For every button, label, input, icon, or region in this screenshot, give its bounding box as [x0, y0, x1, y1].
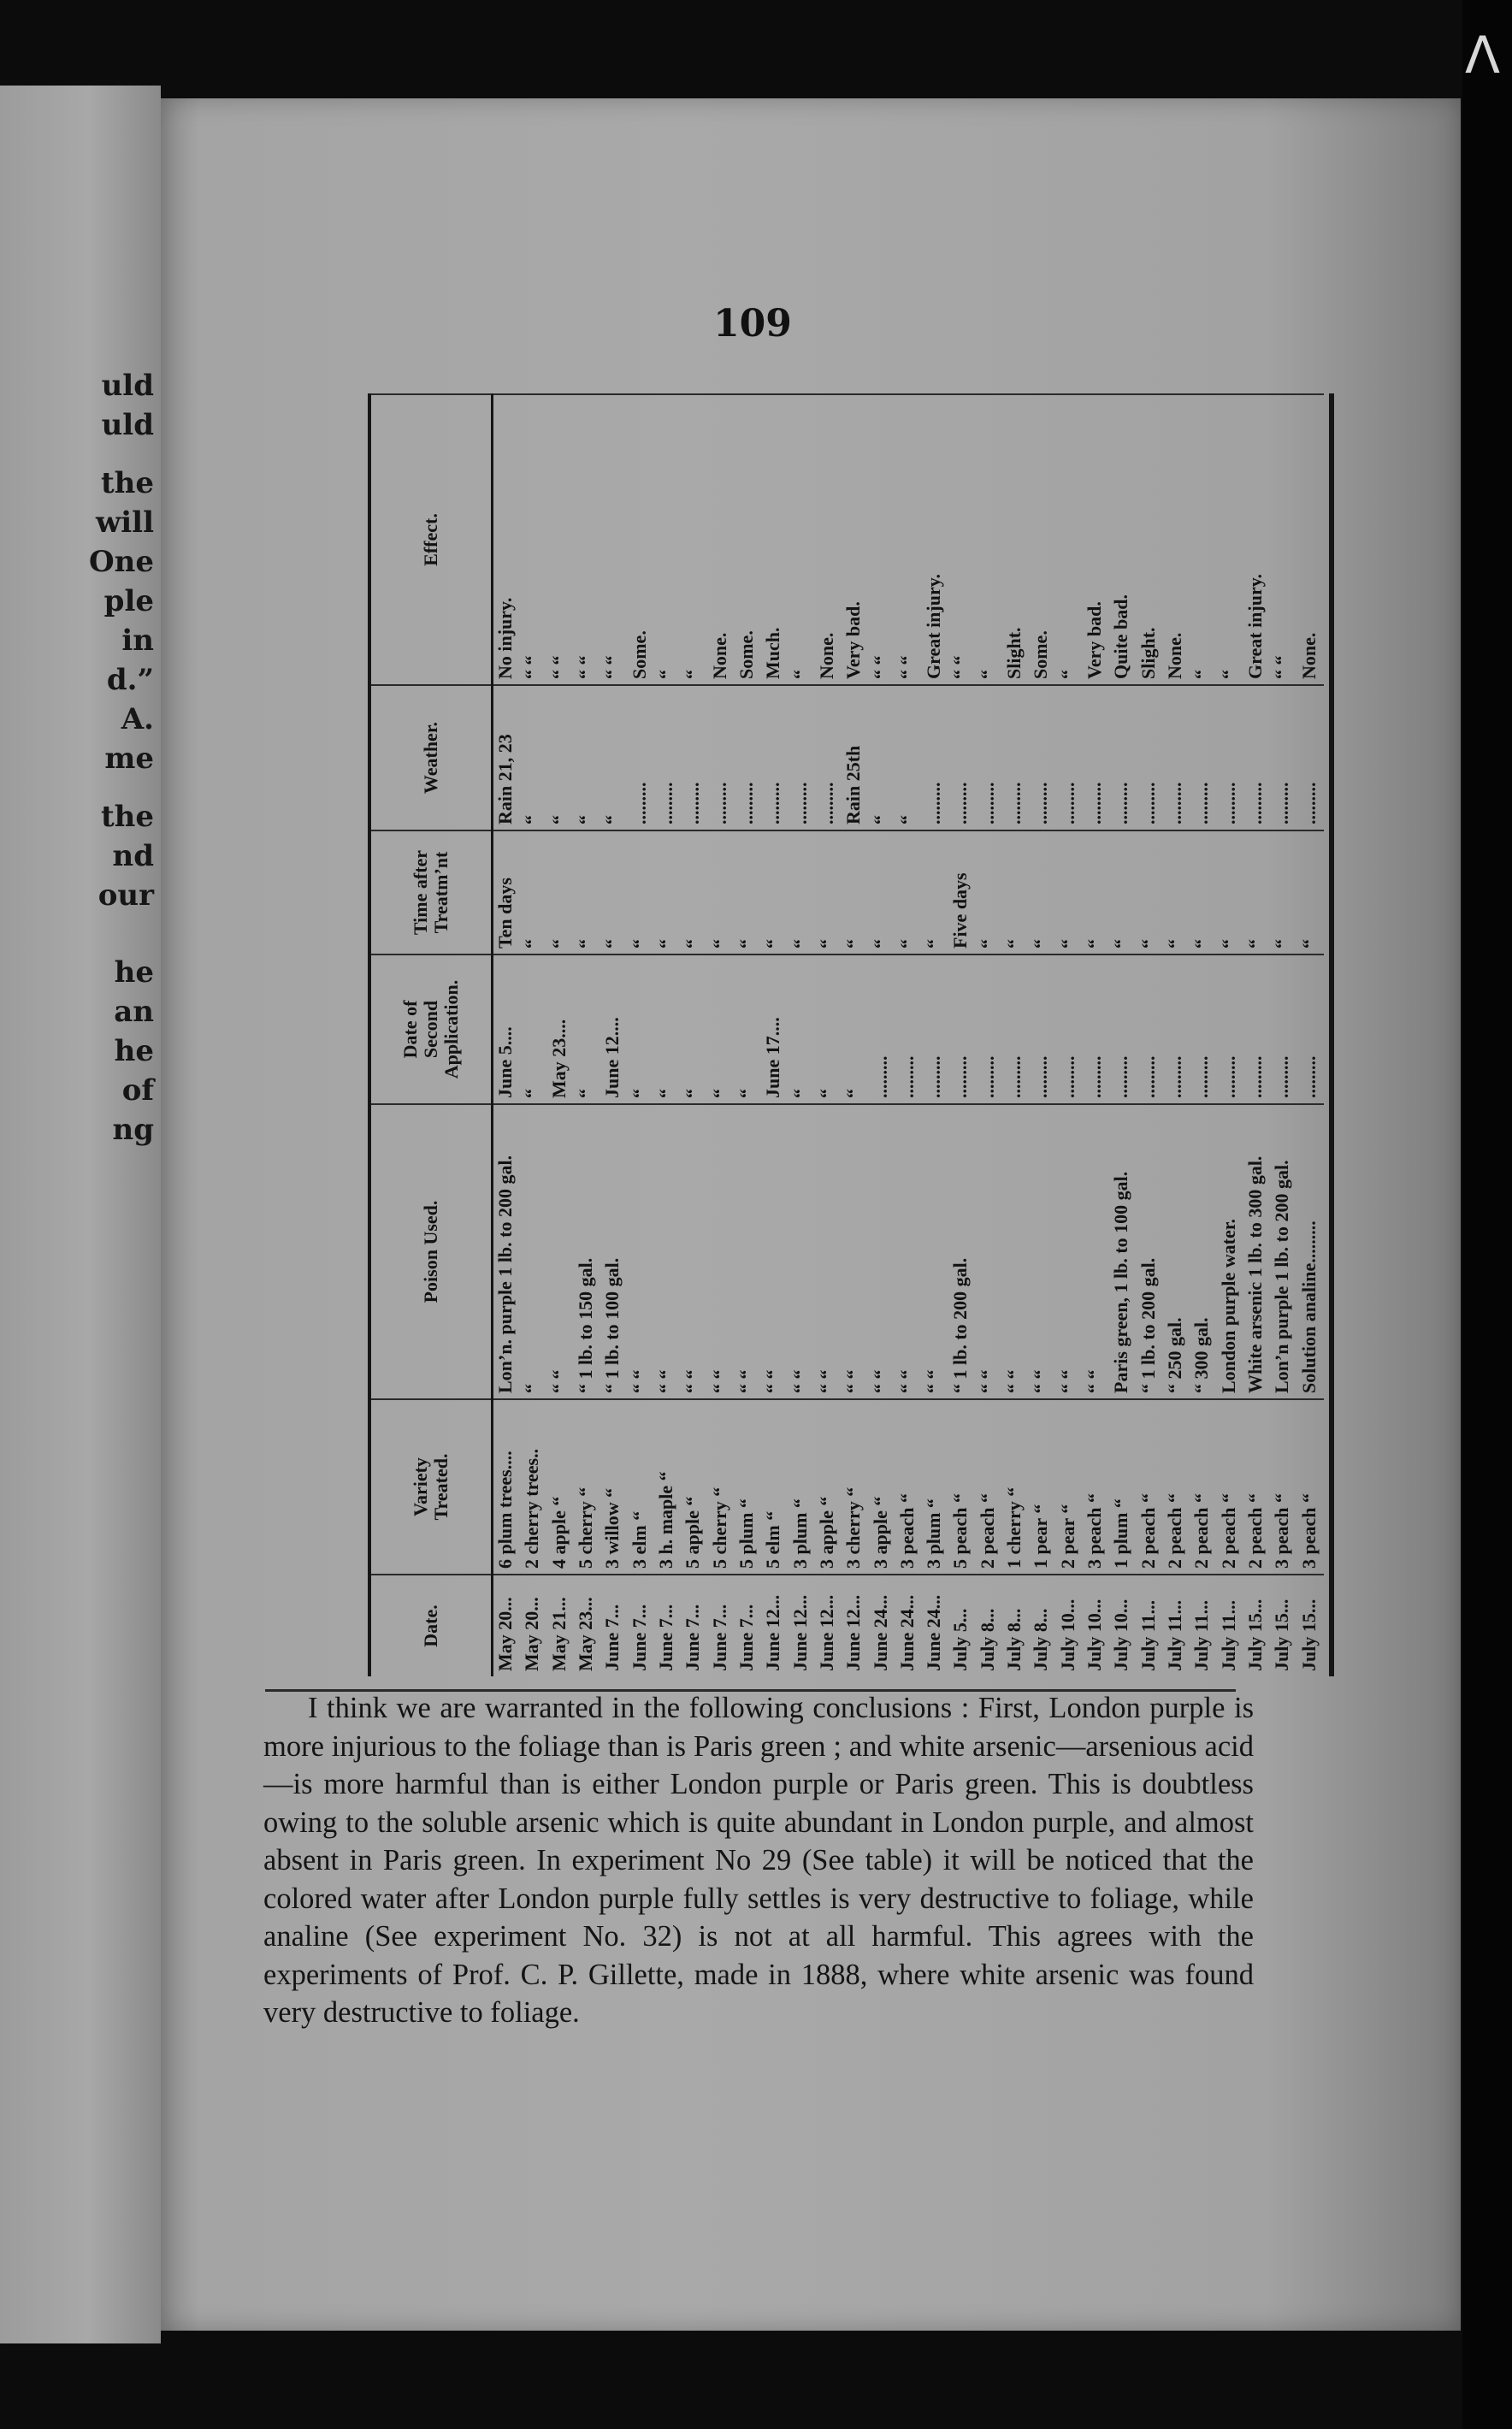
table-cell: “ “: [654, 1369, 676, 1393]
table-cell: “ “: [708, 1369, 730, 1393]
table-cell: “: [654, 939, 676, 949]
table-cell: June 7...: [708, 1604, 730, 1671]
table-cell: 3 peach “: [1297, 1493, 1320, 1569]
table-cell: .........: [923, 782, 945, 824]
table-cell: “: [895, 815, 918, 824]
table-cell: “ “: [976, 1369, 998, 1393]
table-cell: “: [628, 939, 650, 949]
table-cell: .........: [1190, 1055, 1213, 1098]
table-cell: July 8...: [1030, 1608, 1052, 1671]
table-cell: “: [682, 939, 704, 949]
table-cell: July 10...: [1110, 1599, 1132, 1671]
table-cell: .........: [628, 782, 650, 824]
table-cell: “: [1056, 670, 1078, 679]
table-cell: July 5...: [949, 1608, 972, 1671]
table-cell: “ “: [682, 1369, 704, 1393]
table-cell: .........: [1217, 1055, 1239, 1098]
table-cell: Great injury.: [923, 573, 945, 679]
table-cell: “ “: [521, 655, 543, 679]
table-cell: “: [601, 939, 623, 949]
table-cell: Paris green, 1 lb. to 100 gal.: [1110, 1171, 1132, 1393]
table-row: [1002, 393, 1026, 1676]
table-header-cell: Date.: [371, 1574, 491, 1676]
table-cell: .........: [654, 782, 676, 824]
table-cell: .........: [788, 782, 811, 824]
table-cell: Very bad.: [842, 601, 865, 679]
table-cell: “: [1217, 939, 1239, 949]
table-row: [708, 393, 732, 1676]
table-row: [761, 393, 785, 1676]
table-cell: 3 peach “: [895, 1493, 918, 1569]
table-cell: Slight.: [1003, 627, 1025, 679]
table-cell: .........: [1137, 1055, 1159, 1098]
table-header-cell: Weather.: [371, 684, 491, 830]
table-cell: “: [869, 939, 891, 949]
table-cell: .........: [976, 1055, 998, 1098]
table-cell: “: [521, 815, 543, 824]
table-row: [895, 393, 919, 1676]
table-cell: .........: [1110, 1055, 1132, 1098]
table-cell: “ “: [1003, 1369, 1025, 1393]
table-cell: 4 apple “: [547, 1496, 570, 1569]
table-cell: 2 peach “: [976, 1493, 998, 1569]
table-row: [520, 393, 544, 1676]
table-cell: “ “: [762, 1369, 784, 1393]
left-page-text-fragments: [89, 366, 154, 1149]
table-cell: “: [1271, 939, 1293, 949]
table-cell: “: [1137, 939, 1159, 949]
table-cell: June 7...: [682, 1604, 704, 1671]
table-cell: 2 peach “: [1190, 1493, 1213, 1569]
table-cell: 3 willow “: [601, 1487, 623, 1569]
left-fragment: [89, 778, 154, 797]
table-cell: 2 peach “: [1137, 1493, 1159, 1569]
table-cell: 3 elm “: [628, 1510, 650, 1569]
left-fragment: an: [114, 995, 154, 1029]
rotated-table: [368, 393, 1334, 1676]
table-cell: 2 peach “: [1217, 1493, 1239, 1569]
left-fragment: will: [95, 505, 154, 540]
table-row: [948, 393, 972, 1676]
table-cell: None.: [708, 632, 730, 679]
table-row: [842, 393, 865, 1676]
table-cell: June 12...: [842, 1594, 865, 1671]
table-cell: “: [788, 1089, 811, 1098]
table-cell: .........: [1110, 782, 1132, 824]
table-row: [547, 393, 571, 1676]
table-cell: “: [735, 1089, 757, 1098]
table-cell: “: [1084, 939, 1106, 949]
table-cell: “: [1110, 939, 1132, 949]
table-header-cell: Date of Second Application.: [371, 954, 491, 1103]
table-cell: No injury.: [494, 597, 516, 679]
table-cell: Great injury.: [1244, 573, 1267, 679]
table-cell: .........: [762, 782, 784, 824]
table-cell: 5 apple “: [682, 1496, 704, 1569]
table-cell: June 12...: [815, 1594, 837, 1671]
table-cell: 3 h. maple “: [654, 1471, 676, 1569]
table-cell: “ “: [788, 1369, 811, 1393]
table-cell: June 12....: [601, 1017, 623, 1098]
table-cell: .........: [1244, 782, 1267, 824]
table-cell: 1 plum “: [1110, 1498, 1132, 1569]
table-cell: .........: [1271, 1055, 1293, 1098]
table-cell: “: [1056, 939, 1078, 949]
table-cell: “ “: [628, 1369, 650, 1393]
table-cell: “: [654, 1089, 676, 1098]
table-cell: “: [976, 670, 998, 679]
table-cell: June 24...: [923, 1594, 945, 1671]
left-fragment: in: [121, 624, 154, 658]
table-cell: “: [521, 939, 543, 949]
table-cell: .........: [1297, 782, 1320, 824]
table-cell: .........: [1056, 1055, 1078, 1098]
table-row: [1217, 393, 1241, 1676]
table-cell: “ “: [815, 1369, 837, 1393]
table-cell: “: [601, 815, 623, 824]
table-cell: “ “: [869, 1369, 891, 1393]
table-row: [1083, 393, 1107, 1676]
table-cell: June 5....: [494, 1026, 516, 1098]
table-header-cell: Effect.: [371, 393, 491, 684]
table-row: [600, 393, 624, 1676]
table-cell: Some.: [628, 630, 650, 679]
table-cell: July 11...: [1190, 1599, 1213, 1671]
table-cell: Quite bad.: [1110, 594, 1132, 679]
table-cell: .........: [1297, 1055, 1320, 1098]
table-cell: June 7...: [735, 1604, 757, 1671]
table-cell: “: [574, 815, 596, 824]
table-cell: .........: [1084, 1055, 1106, 1098]
table-cell: .........: [1003, 1055, 1025, 1098]
table-cell: .........: [949, 1055, 972, 1098]
table-cell: .........: [1084, 782, 1106, 824]
table-cell: “: [869, 815, 891, 824]
table-cell: None.: [815, 632, 837, 679]
table-cell: July 11...: [1164, 1599, 1186, 1671]
page-number: 109: [713, 302, 792, 346]
table-cell: Much.: [762, 627, 784, 679]
table-cell: .........: [815, 782, 837, 824]
table-cell: 3 apple “: [815, 1496, 837, 1569]
table-cell: “: [842, 1089, 865, 1098]
table-cell: 5 plum “: [735, 1498, 757, 1569]
table-cell: .........: [682, 782, 704, 824]
table-cell: .........: [1190, 782, 1213, 824]
table-cell: 3 peach “: [1271, 1493, 1293, 1569]
table-cell: “ “: [895, 1369, 918, 1393]
table-cell: 6 plum trees....: [494, 1451, 516, 1569]
table-cell: “: [1217, 670, 1239, 679]
table-cell: “ “: [842, 1369, 865, 1393]
table-cell: 2 cherry trees..: [521, 1448, 543, 1569]
table-cell: Some.: [735, 630, 757, 679]
table-cell: “: [762, 939, 784, 949]
table-cell: “ “: [869, 655, 891, 679]
table-row: [869, 393, 893, 1676]
left-fragment: uld: [101, 369, 154, 403]
table-cell: London purple water.: [1217, 1219, 1239, 1393]
table-row: [1243, 393, 1267, 1676]
table-cell: “ “: [1056, 1369, 1078, 1393]
table-row: [788, 393, 812, 1676]
table-cell: “: [788, 670, 811, 679]
left-fragment: the: [100, 800, 154, 834]
table-cell: May 20...: [521, 1597, 543, 1671]
table-cell: “ 250 gal.: [1164, 1317, 1186, 1393]
table-cell: “: [895, 939, 918, 949]
table-cell: .........: [708, 782, 730, 824]
table-cell: “ “: [601, 655, 623, 679]
left-fragment: he: [114, 955, 154, 990]
table-cell: .........: [1271, 782, 1293, 824]
table-cell: 3 cherry “: [842, 1486, 865, 1569]
table-cell: “: [1164, 939, 1186, 949]
left-page-edge: [0, 86, 161, 2343]
table-cell: 5 elm “: [762, 1510, 784, 1569]
table-cell: Five days: [949, 872, 972, 949]
left-fragment: me: [104, 742, 154, 776]
table-cell: .........: [1003, 782, 1025, 824]
table-cell: “: [815, 939, 837, 949]
table-row: [1109, 393, 1133, 1676]
table-cell: Slight.: [1137, 627, 1159, 679]
table-cell: .........: [923, 1055, 945, 1098]
table-cell: “: [815, 1089, 837, 1098]
left-fragment: nd: [112, 839, 154, 873]
left-fragment: [89, 445, 154, 464]
table-cell: 3 apple “: [869, 1496, 891, 1569]
table-cell: July 15...: [1271, 1599, 1293, 1671]
left-fragment: he: [114, 1034, 154, 1068]
table-cell: 2 peach “: [1164, 1493, 1186, 1569]
left-fragment: uld: [101, 408, 154, 442]
table-row: [922, 393, 946, 1676]
table-cell: .........: [949, 782, 972, 824]
table-cell: “ 1 lb. to 200 gal.: [1137, 1257, 1159, 1393]
experiment-table: [368, 393, 1326, 1676]
table-cell: “: [923, 939, 945, 949]
table-cell: Rain 25th: [842, 745, 865, 824]
table-cell: .........: [735, 782, 757, 824]
table-cell: .........: [895, 1055, 918, 1098]
left-fragment: of: [121, 1073, 154, 1108]
table-cell: “ “: [949, 655, 972, 679]
table-cell: 5 peach “: [949, 1493, 972, 1569]
table-row: [681, 393, 705, 1676]
table-cell: “ 1 lb. to 200 gal.: [949, 1257, 972, 1393]
table-cell: July 11...: [1137, 1599, 1159, 1671]
table-cell: Ten days: [494, 878, 516, 949]
table-cell: “: [1030, 939, 1052, 949]
table-row: [976, 393, 1000, 1676]
left-fragment: [89, 915, 154, 934]
table-cell: 2 pear “: [1056, 1504, 1078, 1569]
table-cell: “ 1 lb. to 150 gal.: [574, 1257, 596, 1393]
table-cell: “: [1190, 670, 1213, 679]
table-cell: “: [547, 939, 570, 949]
left-fragment: d.”: [106, 663, 154, 697]
table-header-cell: Poison Used.: [371, 1103, 491, 1398]
table-cell: White arsenic 1 lb. to 300 gal.: [1244, 1155, 1267, 1393]
table-cell: 5 cherry “: [574, 1486, 596, 1569]
table-cell: “: [735, 939, 757, 949]
table-cell: July 11...: [1217, 1599, 1239, 1671]
conclusion-paragraph: I think we are warranted in the following conclusions : First, London purple is more injurious to the foliage than is Paris green ; and white arsenic—arsenious acid—is more harmful than is either London purple or Paris green. This is doubtless owing to the soluble arsenic which is quite abundant in London purple, and almost absent in Paris green. In experiment No 29 (See table) it will be noticed that the colored water after London purple fully settles is very destructive to foliage, while analine (See experiment No. 32) is not at all harmful. This agrees with the experiments of Prof. C. P. Gillette, made in 1888, where white arsenic was found very destructive to foliage.: [263, 1692, 1254, 2029]
table-cell: Very bad.: [1084, 601, 1106, 679]
table-cell: May 23....: [547, 1019, 570, 1098]
table-cell: “: [574, 939, 596, 949]
table-row: [574, 393, 598, 1676]
table-cell: Solution analine.........: [1297, 1220, 1320, 1393]
table-cell: .........: [1030, 1055, 1052, 1098]
table-cell: 1 cherry “: [1003, 1486, 1025, 1569]
table-row: [1297, 393, 1321, 1676]
table-cell: “: [682, 670, 704, 679]
table-cell: .........: [1164, 782, 1186, 824]
table-cell: 3 plum “: [788, 1498, 811, 1569]
table-row: [1270, 393, 1294, 1676]
left-fragment: ng: [112, 1113, 154, 1147]
left-fragment: A.: [121, 702, 154, 736]
table-cell: “: [1003, 939, 1025, 949]
conclusion-text: [263, 1689, 1254, 2032]
table-cell: .........: [1137, 782, 1159, 824]
table-cell: Lon’n purple 1 lb. to 200 gal.: [1271, 1160, 1293, 1393]
table-cell: June 24...: [869, 1594, 891, 1671]
table-row: [1190, 393, 1214, 1676]
table-cell: “: [628, 1089, 650, 1098]
table-row: [735, 393, 759, 1676]
table-cell: “ 300 gal.: [1190, 1317, 1213, 1393]
table-row: [654, 393, 678, 1676]
table-cell: “ “: [895, 655, 918, 679]
left-fragment: our: [97, 878, 154, 913]
table-cell: “ “: [574, 655, 596, 679]
table-body: [493, 393, 1324, 1676]
table-cell: “: [1244, 939, 1267, 949]
table-cell: “: [788, 939, 811, 949]
left-fragment: ple: [103, 584, 154, 618]
table-row: [1056, 393, 1080, 1676]
table-cell: “: [842, 939, 865, 949]
table-row: [815, 393, 839, 1676]
table-cell: “ “: [1271, 655, 1293, 679]
table-cell: “: [1190, 939, 1213, 949]
table-cell: “: [708, 939, 730, 949]
table-cell: June 7...: [628, 1604, 650, 1671]
table-cell: “: [708, 1089, 730, 1098]
table-row: [1163, 393, 1187, 1676]
table-cell: .........: [1244, 1055, 1267, 1098]
table-cell: .........: [1056, 782, 1078, 824]
table-cell: .........: [1217, 782, 1239, 824]
table-cell: 1 pear “: [1030, 1504, 1052, 1569]
table-row: [1029, 393, 1053, 1676]
table-cell: July 15...: [1244, 1599, 1267, 1671]
table-header-cell: Variety Treated.: [371, 1398, 491, 1574]
table-cell: “ “: [735, 1369, 757, 1393]
table-cell: “ “: [923, 1369, 945, 1393]
table-header-row: [371, 393, 493, 1676]
table-cell: None.: [1297, 632, 1320, 679]
table-cell: .........: [869, 1055, 891, 1098]
table-cell: July 10...: [1084, 1599, 1106, 1671]
table-cell: July 8...: [976, 1608, 998, 1671]
table-cell: July 15...: [1297, 1599, 1320, 1671]
left-fragment: [89, 934, 154, 953]
table-cell: .........: [976, 782, 998, 824]
table-cell: Rain 21, 23: [494, 734, 516, 824]
table-cell: “: [521, 1089, 543, 1098]
table-cell: May 20...: [494, 1597, 516, 1671]
table-cell: “: [547, 815, 570, 824]
table-cell: “ “: [547, 655, 570, 679]
scan-border: [1462, 0, 1512, 2429]
table-cell: Lon’n. purple 1 lb. to 200 gal.: [494, 1155, 516, 1393]
table-row: [628, 393, 652, 1676]
table-cell: “ “: [1084, 1369, 1106, 1393]
table-row: [493, 393, 517, 1676]
table-header-cell: Time after Treatm’nt: [371, 830, 491, 954]
table-cell: July 10...: [1056, 1599, 1078, 1671]
table-cell: July 8...: [1003, 1608, 1025, 1671]
table-cell: June 12...: [788, 1594, 811, 1671]
table-cell: “: [976, 939, 998, 949]
table-cell: June 24...: [895, 1594, 918, 1671]
table-cell: “ 1 lb. to 100 gal.: [601, 1257, 623, 1393]
table-cell: June 7...: [654, 1604, 676, 1671]
table-cell: May 21...: [547, 1597, 570, 1671]
table-cell: June 17....: [762, 1017, 784, 1098]
table-cell: “: [521, 1384, 543, 1393]
table-cell: May 23...: [574, 1597, 596, 1671]
table-cell: “: [682, 1089, 704, 1098]
table-cell: June 12...: [762, 1594, 784, 1671]
table-cell: 3 peach “: [1084, 1493, 1106, 1569]
table-cell: “: [574, 1089, 596, 1098]
table-cell: 3 plum “: [923, 1498, 945, 1569]
left-fragment: the: [100, 466, 154, 500]
left-fragment: One: [89, 545, 154, 579]
corner-mark: Λ: [1464, 26, 1500, 86]
table-cell: .........: [1164, 1055, 1186, 1098]
table-cell: “: [654, 670, 676, 679]
table-cell: “ “: [547, 1369, 570, 1393]
table-cell: “ “: [1030, 1369, 1052, 1393]
table-cell: None.: [1164, 632, 1186, 679]
table-cell: 2 peach “: [1244, 1493, 1267, 1569]
table-cell: .........: [1030, 782, 1052, 824]
table-cell: June 7...: [601, 1604, 623, 1671]
table-row: [1137, 393, 1161, 1676]
table-cell: “: [1297, 939, 1320, 949]
table-cell: 5 cherry “: [708, 1486, 730, 1569]
table-cell: Some.: [1030, 630, 1052, 679]
